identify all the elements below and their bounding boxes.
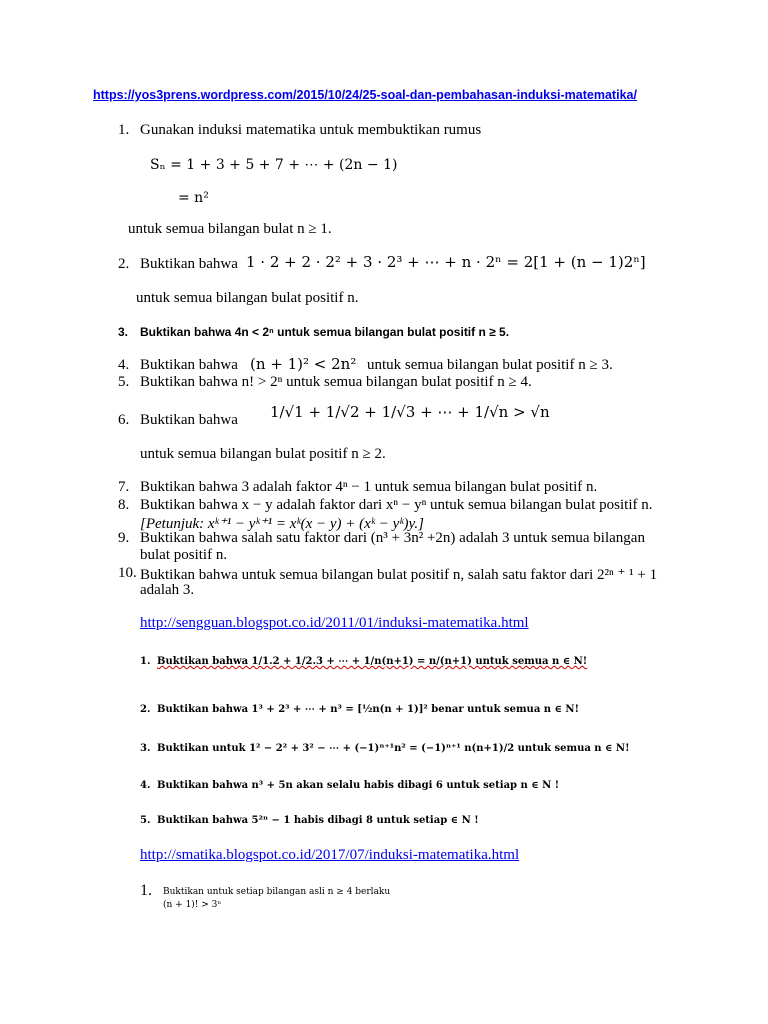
item-number: 9.	[118, 530, 130, 546]
formula: Sₙ = 1 + 3 + 5 + 7 + ⋯ + (2n − 1)	[150, 157, 398, 173]
item-text: Buktikan bahwa 1/1.2 + 1/2.3 + ⋯ + 1/n(n+1) = n/(n+1) untuk semua n ∈ N!	[157, 656, 588, 667]
source-link-3[interactable]: http://smatika.blogspot.co.id/2017/07/induksi-matematika.html	[140, 847, 520, 863]
item-number: 2.	[118, 256, 130, 272]
item-number: 4.	[118, 357, 130, 373]
item-hint: [Petunjuk: xᵏ⁺¹ − yᵏ⁺¹ = xᵏ(x − y) + (xᵏ − yᵏ)y.]	[140, 516, 424, 532]
formula: 1 · 2 + 2 · 2² + 3 · 2³ + ⋯ + n · 2ⁿ = 2[1 + (n − 1)2ⁿ]	[246, 253, 646, 271]
item-number: 10.	[118, 565, 137, 581]
item-number: 3.	[140, 743, 151, 754]
item-text: Buktikan bahwa	[140, 357, 238, 373]
item-text: Buktikan bahwa 4n < 2ⁿ untuk semua bilangan bulat positif n ≥ 5.	[140, 325, 510, 339]
item-text: untuk semua bilangan bulat positif n ≥ 2.	[140, 446, 386, 462]
source-link-1[interactable]: https://yos3prens.wordpress.com/2015/10/24/25-soal-dan-pembahasan-induksi-matematika/	[93, 88, 637, 102]
item-number: 1.	[140, 882, 152, 899]
item-text: Buktikan bahwa 1³ + 2³ + ⋯ + n³ = [½n(n + 1)]² benar untuk semua n ∈ N!	[157, 704, 579, 715]
item-text: Buktikan untuk setiap bilangan asli n ≥ 4 berlaku	[163, 887, 391, 897]
item-text: Buktikan bahwa x − y adalah faktor dari xⁿ − yⁿ untuk semua bilangan bulat positif n.	[140, 497, 653, 513]
item-text: untuk semua bilangan bulat positif n ≥ 3.	[367, 357, 613, 373]
source-link-2[interactable]: http://sengguan.blogspot.co.id/2011/01/induksi-matematika.html	[140, 615, 529, 631]
item-number: 7.	[118, 479, 130, 495]
formula: = n²	[178, 190, 209, 206]
item-number: 3.	[118, 325, 129, 339]
item-text: Buktikan bahwa salah satu faktor dari (n³ + 3n² +2n) adalah 3 untuk semua bilangan	[140, 530, 645, 546]
item-number: 4.	[140, 780, 151, 791]
item-text: Buktikan untuk 1² − 2² + 3² − ⋯ + (−1)ⁿ⁺¹n² = (−1)ⁿ⁺¹ n(n+1)/2 untuk semua n ∈ N!	[157, 743, 630, 754]
formula: (n + 1)² < 2n²	[250, 355, 357, 373]
item-text: Buktikan bahwa n³ + 5n akan selalu habis dibagi 6 untuk setiap n ∈ N !	[157, 780, 560, 791]
item-text: Buktikan bahwa 3 adalah faktor 4ⁿ − 1 untuk semua bilangan bulat positif n.	[140, 479, 598, 495]
item-number: 6.	[118, 412, 130, 428]
item-text: Buktikan bahwa 5²ⁿ − 1 habis dibagi 8 untuk setiap ∈ N !	[157, 815, 479, 826]
item-number: 1.	[140, 656, 151, 667]
item-number: 2.	[140, 704, 151, 715]
item-text: Gunakan induksi matematika untuk membuktikan rumus	[140, 122, 482, 138]
formula: (n + 1)! > 3ⁿ	[163, 900, 222, 910]
item-number: 5.	[140, 815, 151, 826]
item-text: Buktikan bahwa	[140, 412, 238, 428]
item-text: untuk semua bilangan bulat n ≥ 1.	[128, 221, 332, 237]
item-text: bulat positif n.	[140, 547, 228, 563]
item-number: 5.	[118, 374, 130, 390]
item-text: adalah 3.	[140, 582, 195, 598]
item-number: 8.	[118, 497, 130, 513]
formula-sum-reciprocal-roots: 1/√1 + 1/√2 + 1/√3 + ⋯ + 1/√n > √n	[270, 403, 550, 421]
item-text: Buktikan bahwa	[140, 256, 238, 272]
item-number: 1.	[118, 122, 130, 138]
item-text: Buktikan bahwa untuk semua bilangan bulat positif n, salah satu faktor dari 2²ⁿ ⁺ ¹ + 1	[140, 567, 658, 583]
item-text: Buktikan bahwa n! > 2ⁿ untuk semua bilangan bulat positif n ≥ 4.	[140, 374, 532, 390]
item-text: untuk semua bilangan bulat positif n.	[136, 290, 359, 306]
